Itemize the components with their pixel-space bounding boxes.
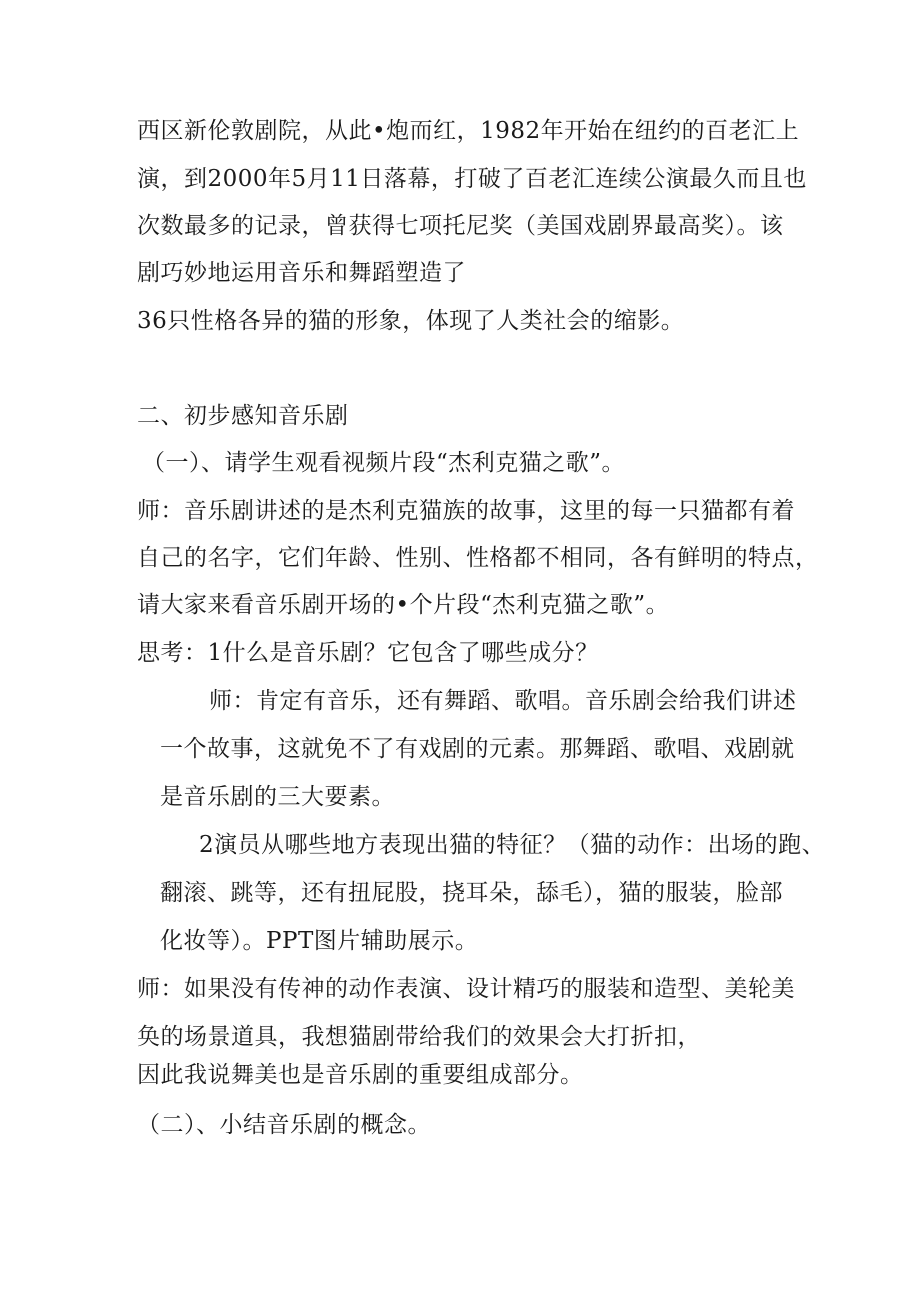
text-line: 2演员从哪些地方表现出猫的特征？（猫的动作：出场的跑、 [199, 832, 826, 858]
text-line: 36只性格各异的猫的形象，体现了人类社会的缩影。 [137, 308, 685, 334]
text-line: 师：如果没有传神的动作表演、设计精巧的服装和造型、美轮美 [137, 976, 795, 1002]
section-heading: 二、初步感知音乐剧 [137, 403, 349, 429]
text-line: 自己的名字，它们年龄、性别、性格都不相同，各有鲜明的特点， [137, 545, 819, 571]
text-line: 奂的场景道具，我想猫剧带给我们的效果会大打折扣， [137, 1024, 701, 1050]
text-line: 师：音乐剧讲述的是杰利克猫族的故事，这里的每一只猫都有着 [137, 498, 795, 524]
text-line: 师：肯定有音乐，还有舞蹈、歌唱。音乐剧会给我们讲述 [209, 688, 797, 714]
text-line: 西区新伦敦剧院，从此•炮而红，1982年开始在纽约的百老汇上 [137, 118, 800, 144]
text-line: 化妆等）。PPT图片辅助展示。 [160, 928, 479, 954]
subsection-heading: （二）、小结音乐剧的概念。 [137, 1112, 431, 1138]
text-line: 剧巧妙地运用音乐和舞蹈塑造了 [137, 260, 466, 286]
subsection-heading: （一）、请学生观看视频片段“杰利克猫之歌”。 [142, 450, 626, 476]
text-line: 思考：1什么是音乐剧？它包含了哪些成分？ [137, 640, 599, 666]
text-line: 翻滚、跳等，还有扭屁股，挠耳朵，舔毛），猫的服装，脸部 [160, 880, 783, 906]
text-line: 请大家来看音乐剧开场的•个片段“杰利克猫之歌”。 [137, 592, 670, 618]
text-line: 次数最多的记录，曾获得七项托尼奖（美国戏剧界最高奖）。该 [137, 213, 784, 239]
text-line: 演，到2000年5月11日落幕，打破了百老汇连续公演最久而且也 [137, 166, 807, 192]
text-line: 一个故事，这就免不了有戏剧的元素。那舞蹈、歌唱、戏剧就 [160, 736, 795, 762]
text-line: 是音乐剧的三大要素。 [160, 784, 395, 810]
text-line: 因此我说舞美也是音乐剧的重要组成部分。 [137, 1062, 584, 1088]
